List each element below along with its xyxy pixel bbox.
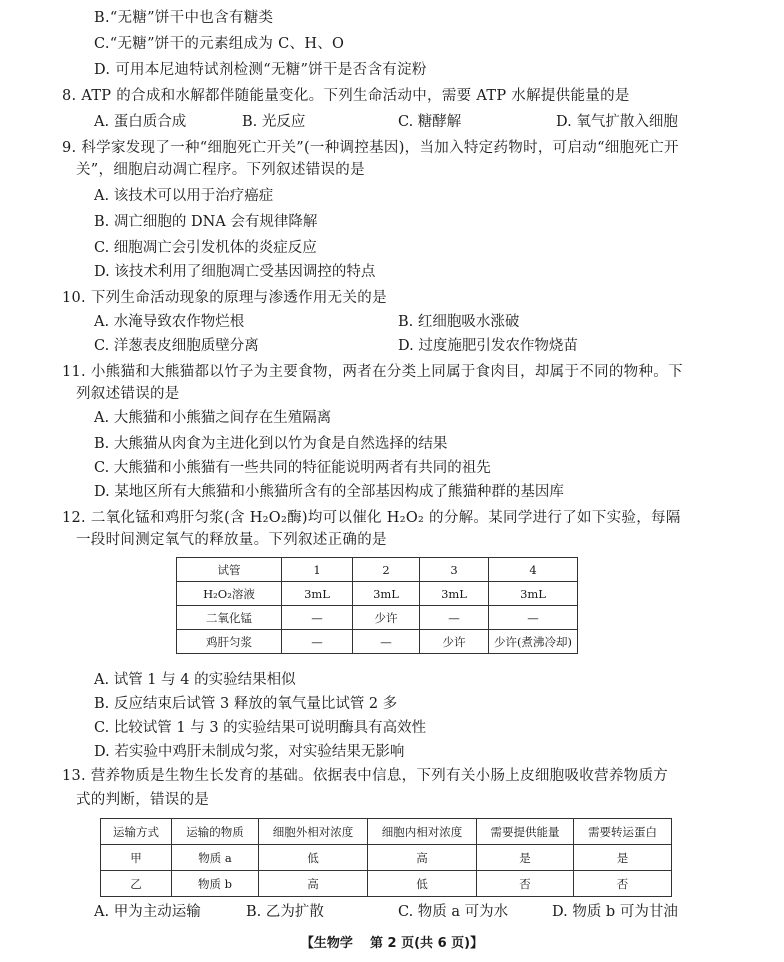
q8-option-c: C. 糖酵解 bbox=[398, 114, 462, 130]
table-cell: — bbox=[489, 606, 578, 630]
table-cell: — bbox=[420, 606, 489, 630]
page-footer bbox=[0, 932, 784, 951]
table-cell: 是 bbox=[574, 845, 672, 871]
q13-transport-table bbox=[100, 818, 672, 897]
table-header-cell: 需要转运蛋白 bbox=[574, 819, 672, 845]
table-cell: 3mL bbox=[282, 582, 353, 606]
q12-stem-line1: 12. 二氧化锰和鸡肝匀浆(含 H₂O₂酶)均可以催化 H₂O₂ 的分解。某同学进行了如下实验，每隔 bbox=[62, 510, 681, 526]
q10-stem: 10. 下列生命活动现象的原理与渗透作用无关的是 bbox=[62, 290, 387, 306]
table-cell: 3mL bbox=[420, 582, 489, 606]
footer-subject: 【生物学 bbox=[300, 936, 353, 951]
q12-option-a: A. 试管 1 与 4 的实验结果相似 bbox=[94, 672, 296, 688]
table-cell: 3mL bbox=[489, 582, 578, 606]
q9-option-a: A. 该技术可以用于治疗癌症 bbox=[94, 188, 274, 204]
q7-option-d: D. 可用本尼迪特试剂检测“无糖”饼干是否含有淀粉 bbox=[94, 62, 427, 78]
table-header-row bbox=[101, 819, 672, 845]
table-header-row bbox=[177, 558, 578, 582]
table-row bbox=[177, 630, 578, 654]
q8-option-b: B. 光反应 bbox=[242, 114, 306, 130]
table-cell: 高 bbox=[259, 871, 368, 897]
q13-stem-line2: 式的判断，错误的是 bbox=[76, 792, 210, 808]
table-cell: 甲 bbox=[101, 845, 172, 871]
q7-option-c: C.“无糖”饼干的元素组成为 C、H、O bbox=[94, 36, 345, 52]
table-header-cell: 需要提供能量 bbox=[477, 819, 574, 845]
table-cell: 少许 bbox=[353, 606, 420, 630]
table-header-cell: 运输方式 bbox=[101, 819, 172, 845]
table-cell: 二氧化锰 bbox=[177, 606, 282, 630]
table-cell: 鸡肝匀浆 bbox=[177, 630, 282, 654]
q12-experiment-table bbox=[176, 557, 578, 654]
table-row bbox=[177, 582, 578, 606]
q9-option-d: D. 该技术利用了细胞凋亡受基因调控的特点 bbox=[94, 264, 376, 280]
table-header-cell: 4 bbox=[489, 558, 578, 582]
table-header-cell: 2 bbox=[353, 558, 420, 582]
table-cell: 否 bbox=[574, 871, 672, 897]
table-header-cell: 细胞内相对浓度 bbox=[368, 819, 477, 845]
table-header-cell: 运输的物质 bbox=[172, 819, 259, 845]
table-cell: — bbox=[282, 606, 353, 630]
q10-option-d: D. 过度施肥引发农作物烧苗 bbox=[398, 338, 578, 354]
q8-option-a: A. 蛋白质合成 bbox=[94, 114, 187, 130]
q12-option-b: B. 反应结束后试管 3 释放的氧气量比试管 2 多 bbox=[94, 696, 398, 712]
table-cell: — bbox=[282, 630, 353, 654]
table-row bbox=[177, 606, 578, 630]
table-header-cell: 1 bbox=[282, 558, 353, 582]
q12-option-c: C. 比较试管 1 与 3 的实验结果可说明酶具有高效性 bbox=[94, 720, 427, 736]
q9-option-b: B. 凋亡细胞的 DNA 会有规律降解 bbox=[94, 214, 318, 230]
q13-option-a: A. 甲为主动运输 bbox=[94, 904, 201, 920]
q10-option-a: A. 水淹导致农作物烂根 bbox=[94, 314, 245, 330]
q13-option-c: C. 物质 a 可为水 bbox=[398, 904, 509, 920]
q9-stem-line1: 9. 科学家发现了一种“细胞死亡开关”(一种调控基因)，当加入特定药物时，可启动“细胞死亡开 bbox=[62, 140, 679, 156]
table-cell: — bbox=[353, 630, 420, 654]
q9-stem-line2: 关”，细胞启动凋亡程序。下列叙述错误的是 bbox=[76, 162, 365, 178]
q11-option-b: B. 大熊猫从肉食为主进化到以竹为食是自然选择的结果 bbox=[94, 436, 448, 452]
q11-stem-line2: 列叙述错误的是 bbox=[76, 386, 180, 402]
q7-option-b: B.“无糖”饼干中也含有糖类 bbox=[94, 10, 274, 26]
q9-option-c: C. 细胞凋亡会引发机体的炎症反应 bbox=[94, 240, 317, 256]
table-header-cell: 试管 bbox=[177, 558, 282, 582]
q11-option-a: A. 大熊猫和小熊猫之间存在生殖隔离 bbox=[94, 410, 332, 426]
q10-option-b: B. 红细胞吸水涨破 bbox=[398, 314, 520, 330]
table-cell: 高 bbox=[368, 845, 477, 871]
table-cell: 否 bbox=[477, 871, 574, 897]
table-cell: 3mL bbox=[353, 582, 420, 606]
table-row bbox=[101, 845, 672, 871]
table-row bbox=[101, 871, 672, 897]
table-cell: 是 bbox=[477, 845, 574, 871]
q13-option-b: B. 乙为扩散 bbox=[246, 904, 324, 920]
table-cell: H₂O₂溶液 bbox=[177, 582, 282, 606]
table-cell: 少许(煮沸冷却) bbox=[489, 630, 578, 654]
q11-stem-line1: 11. 小熊猫和大熊猫都以竹子为主要食物，两者在分类上同属于食肉目，却属于不同的物种。下 bbox=[62, 364, 683, 380]
table-cell: 物质 b bbox=[172, 871, 259, 897]
q11-option-c: C. 大熊猫和小熊猫有一些共同的特征能说明两者有共同的祖先 bbox=[94, 460, 491, 476]
footer-page-number: 第 2 页(共 6 页)】 bbox=[370, 936, 484, 951]
table-cell: 乙 bbox=[101, 871, 172, 897]
q13-option-d: D. 物质 b 可为甘油 bbox=[552, 904, 678, 920]
table-cell: 物质 a bbox=[172, 845, 259, 871]
q13-stem-line1: 13. 营养物质是生物生长发育的基础。依据表中信息，下列有关小肠上皮细胞吸收营养物质方 bbox=[62, 768, 669, 784]
table-header-cell: 3 bbox=[420, 558, 489, 582]
table-cell: 少许 bbox=[420, 630, 489, 654]
table-header-cell: 细胞外相对浓度 bbox=[259, 819, 368, 845]
q12-option-d: D. 若实验中鸡肝未制成匀浆，对实验结果无影响 bbox=[94, 744, 405, 760]
q8-option-d: D. 氧气扩散入细胞 bbox=[556, 114, 678, 130]
q10-option-c: C. 洋葱表皮细胞质壁分离 bbox=[94, 338, 259, 354]
q8-stem: 8. ATP 的合成和水解都伴随能量变化。下列生命活动中，需要 ATP 水解提供能量的是 bbox=[62, 88, 630, 104]
q11-option-d: D. 某地区所有大熊猫和小熊猫所含有的全部基因构成了熊猫种群的基因库 bbox=[94, 484, 564, 500]
table-cell: 低 bbox=[368, 871, 477, 897]
q12-stem-line2: 一段时间测定氧气的释放量。下列叙述正确的是 bbox=[76, 532, 387, 548]
table-cell: 低 bbox=[259, 845, 368, 871]
